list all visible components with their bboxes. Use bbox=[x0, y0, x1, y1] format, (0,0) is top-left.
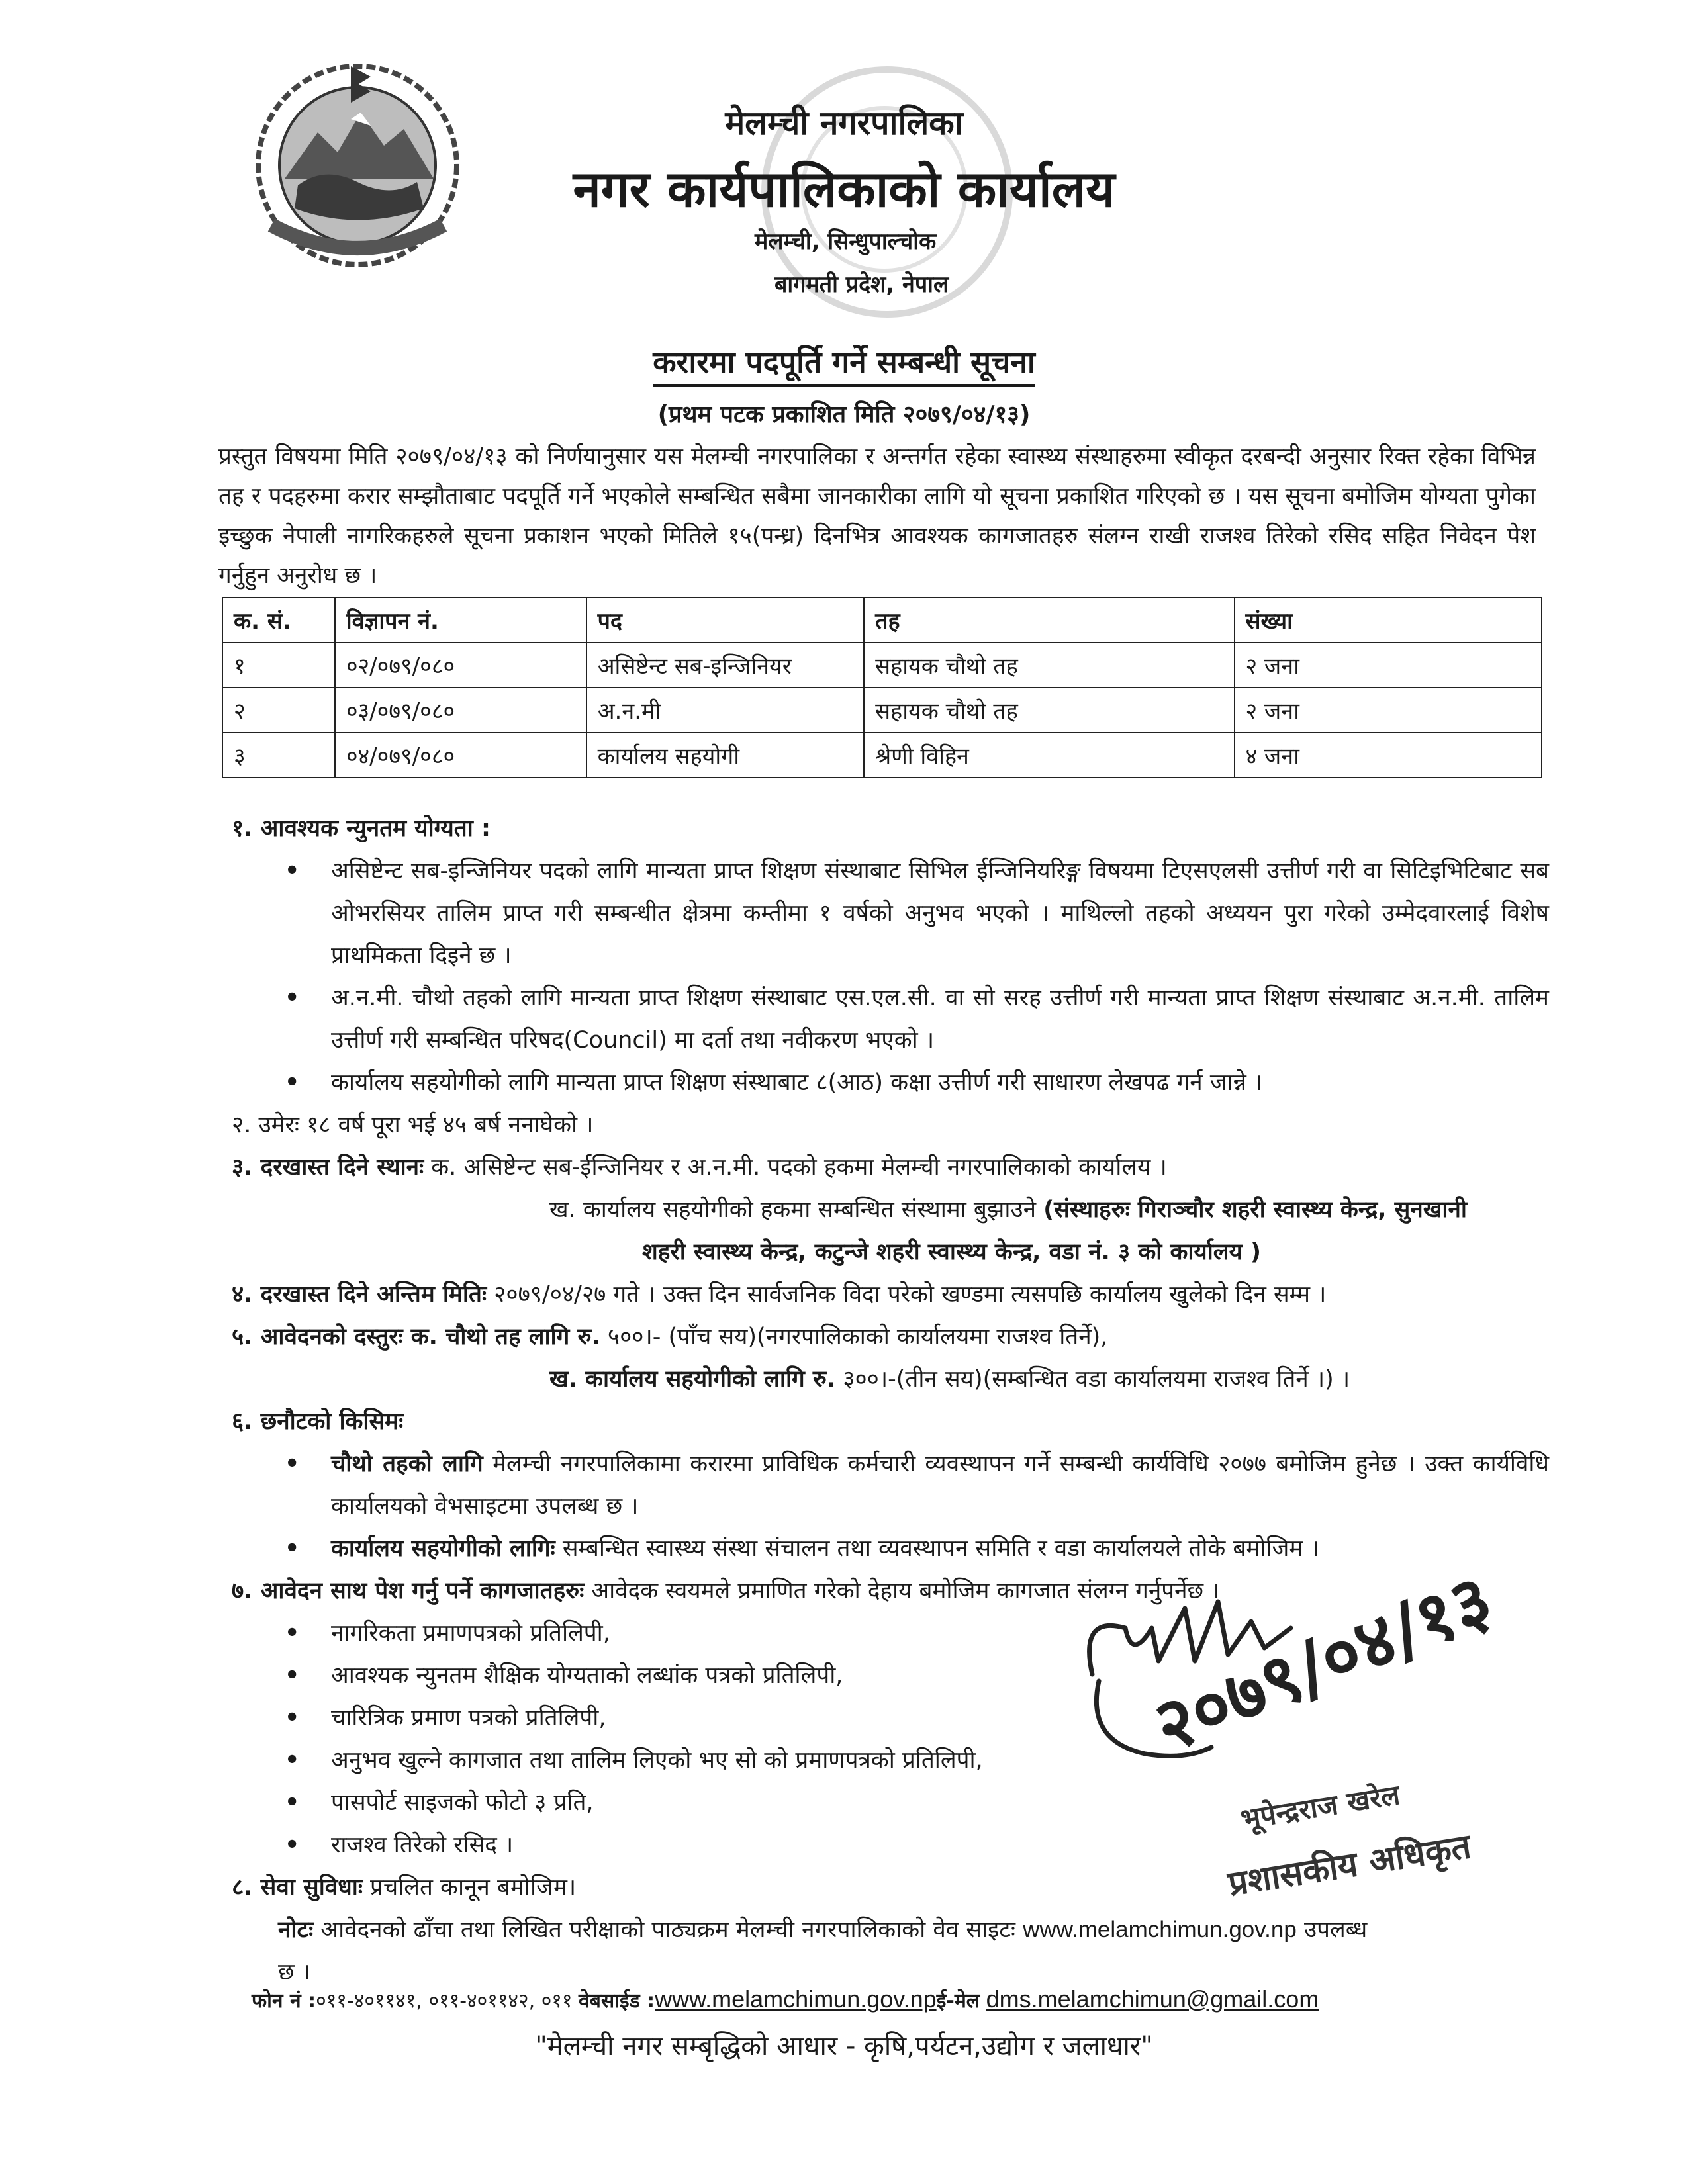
header-count: संख्या bbox=[1235, 598, 1542, 643]
section-4-heading: ४. दरखास्त दिने अन्तिम मितिः bbox=[232, 1281, 487, 1308]
cell-advert-no: ०३/०७९/०८० bbox=[335, 688, 586, 733]
phone-label: फोन नं : bbox=[252, 1989, 316, 2013]
list-item-label: कार्यालय सहयोगीको लागिः bbox=[331, 1535, 555, 1562]
list-item bbox=[232, 1062, 1549, 1104]
email-link[interactable]: dms.melamchimun@gmail.com bbox=[986, 1985, 1319, 2013]
list-item-text: राजश्व तिरेको रसिद । bbox=[331, 1832, 514, 1858]
bullet-icon: • bbox=[285, 1832, 300, 1858]
bullet-icon: • bbox=[285, 1747, 300, 1774]
municipality-name: मेलम्ची नगरपालिका bbox=[725, 104, 963, 142]
bullet-icon: • bbox=[285, 1069, 300, 1096]
section-2: २. उमेरः १८ वर्ष पूरा भई ४५ बर्ष ननाघेको । bbox=[232, 1112, 594, 1138]
cell-post: असिष्टेन्ट सब-इन्जिनियर bbox=[586, 643, 865, 688]
section-3-b-cont: शहरी स्वास्थ्य केन्द्र, कटुन्जे शहरी स्वास्थ्य केन्द्र, वडा नं. ३ को कार्यालय ) bbox=[642, 1239, 1262, 1265]
list-item-text: नागरिकता प्रमाणपत्रको प्रतिलिपी, bbox=[331, 1620, 610, 1647]
list-item-text: कार्यालय सहयोगीको लागि मान्यता प्राप्त शिक्षण संस्थाबाट ८(आठ) कक्षा उत्तीर्ण गरी साधारण लेखपढ गर्न जान्ने । bbox=[331, 1069, 1263, 1096]
intro-paragraph: प्रस्तुत विषयमा मिति २०७९/०४/१३ को निर्णयानुसार यस मेलम्ची नगरपालिका र अन्तर्गत रहेका स्वास्थ्य संस्थाहरुमा स्वीकृत दरबन्दी अनुसार रिक्त रहेका विभिन्न तह र पदहरुमा करार सम्झौताबाट पदपूर्ति गर्ने भएकोले सम्बन्धित सबैमा जानकारीका लागि यो सूचना प्रकाशित गरिएको छ । यस सूचना बमोजिम योग्यता पुगेका इच्छुक नेपाली नागरिकहरुले सूचना प्रकाशन भएको मितिले १५(पन्ध्र) दिनभित्र आवश्यक कागजातहरु संलग्न राखी राजश्व तिरेको रसिद सहित निवेदन पेश गर्नुहुन अनुरोध छ । bbox=[218, 443, 1536, 589]
section-4 bbox=[232, 1273, 1549, 1316]
note bbox=[232, 1909, 1456, 1951]
phone-numbers: ०११-४०११४१, ०११-४०११४२, ०११ bbox=[316, 1989, 573, 2013]
website-link[interactable]: www.melamchimun.gov.np bbox=[655, 1985, 937, 2013]
section-5-a: ५००।- (पाँच सय)(नगरपालिकाको कार्यालयमा राजश्व तिर्ने), bbox=[607, 1324, 1108, 1350]
header-serial: क. सं. bbox=[222, 598, 335, 643]
header-level: तह bbox=[864, 598, 1234, 643]
header-post: पद bbox=[586, 598, 865, 643]
note-heading: नोटः bbox=[278, 1917, 314, 1943]
bullet-icon: • bbox=[285, 1662, 300, 1689]
section-8-text: प्रचलित कानून बमोजिम। bbox=[370, 1874, 577, 1901]
list-item-text: असिष्टेन्ट सब-इन्जिनियर पदको लागि मान्यता प्राप्त शिक्षण संस्थाबाट सिभिल ईन्जिनियरिङ्ग विषयमा टिएसएलसी उत्तीर्ण गरी वा सिटिइभिटिबाट सब ओभरसियर तालिम प्राप्त गरी सम्बन्धीत क्षेत्रमा कम्तीमा १ वर्षको अनुभव भएको । माथिल्लो तहको अध्ययन पुरा गरेको उम्मेदवारलाई विशेष प्राथमिकता दिइने छ । bbox=[331, 858, 1549, 969]
cell-serial: २ bbox=[222, 688, 335, 733]
bullet-icon: • bbox=[285, 1705, 300, 1731]
section-3-a: क. असिष्टेन्ट सब-ईन्जिनियर र अ.न.मी. पदको हकमा मेलम्ची नगरपालिकाको कार्यालय । bbox=[431, 1154, 1167, 1181]
table-row bbox=[222, 688, 1542, 733]
section-3-heading: ३. दरखास्त दिने स्थानः bbox=[232, 1154, 424, 1181]
list-item-text: चारित्रिक प्रमाण पत्रको प्रतिलिपी, bbox=[331, 1705, 606, 1731]
section-5-b bbox=[232, 1358, 1549, 1400]
section-7-heading: ७. आवेदन साथ पेश गर्नु पर्ने कागजातहरुः bbox=[232, 1578, 585, 1604]
address-line-1: मेलम्ची, सिन्धुपाल्चोक bbox=[755, 228, 937, 255]
list-item-body: सम्बन्धित स्वास्थ्य संस्था संचालन तथा व्यवस्थापन समिति र वडा कार्यालयले तोके बमोजिम । bbox=[562, 1535, 1319, 1562]
section-4-text: २०७९/०४/२७ गते । उक्त दिन सार्वजनिक विदा परेको खण्डमा त्यसपछि कार्यालय खुलेको दिन सम्म । bbox=[494, 1281, 1327, 1308]
bullet-icon: • bbox=[285, 1535, 300, 1562]
list-item-text bbox=[331, 1527, 1549, 1570]
footer-contact bbox=[252, 1985, 1509, 2013]
cell-level: सहायक चौथो तह bbox=[864, 688, 1234, 733]
list-item-text: आवश्यक न्युनतम शैक्षिक योग्यताको लब्धांक पत्रको प्रतिलिपी, bbox=[331, 1662, 843, 1689]
cell-advert-no: ०२/०७९/०८० bbox=[335, 643, 586, 688]
cell-count: ४ जना bbox=[1235, 733, 1542, 778]
list-item-text: अनुभव खुल्ने कागजात तथा तालिम लिएको भए सो को प्रमाणपत्रको प्रतिलिपी, bbox=[331, 1747, 983, 1774]
list-item-body: मेलम्ची नगरपालिकामा करारमा प्राविधिक कर्मचारी व्यवस्थापन गर्ने सम्बन्धी कार्यविधि २०७७ बमोजिम हुनेछ । उक्त कार्यविधि कार्यालयको वेभसाइटमा उपलब्ध छ । bbox=[331, 1451, 1549, 1520]
cell-count: २ जना bbox=[1235, 643, 1542, 688]
section-8-heading: ८. सेवा सुविधाः bbox=[232, 1874, 363, 1901]
bullet-icon: • bbox=[285, 858, 300, 884]
signature-date: २०७९/०४/१३ bbox=[1142, 1556, 1505, 1769]
vacancy-table bbox=[222, 597, 1542, 778]
section-6-heading: ६. छनौटको किसिमः bbox=[232, 1408, 404, 1435]
bullet-icon: • bbox=[285, 985, 300, 1011]
email-label: ई-मेल bbox=[936, 1989, 980, 2013]
website-label: वेबसाईड : bbox=[579, 1989, 655, 2013]
section-5-b-heading: ख. कार्यालय सहयोगीको लागि रु. bbox=[549, 1366, 836, 1392]
cell-serial: ३ bbox=[222, 733, 335, 778]
cell-post: कार्यालय सहयोगी bbox=[586, 733, 865, 778]
section-7-text: आवेदक स्वयमले प्रमाणित गरेको देहाय बमोजिम कागजात संलग्न गर्नुपर्नेछ । bbox=[591, 1578, 1220, 1604]
note-text: आवेदनको ढाँचा तथा लिखित परीक्षाको पाठ्यक्रम मेलम्ची नगरपालिकाको वेव साइटः bbox=[320, 1917, 1015, 1943]
section-3-b bbox=[232, 1189, 1549, 1231]
signatory-name: भूपेन्द्रराज खरेल bbox=[1238, 1778, 1402, 1836]
section-5 bbox=[232, 1316, 1549, 1358]
notice-title-text: करारमा पदपूर्ति गर्ने सम्बन्धी सूचना bbox=[653, 344, 1035, 387]
list-item bbox=[232, 1443, 1549, 1527]
list-item-text: पासपोर्ट साइजको फोटो ३ प्रति, bbox=[331, 1790, 594, 1816]
note-end: छ । bbox=[278, 1959, 310, 1985]
bullet-icon: • bbox=[285, 1790, 300, 1816]
notice-subtitle: (प्रथम पटक प्रकाशित मिति २०७९/०४/१३) bbox=[657, 401, 1031, 428]
cell-advert-no: ०४/०७९/०८० bbox=[335, 733, 586, 778]
list-item bbox=[232, 1527, 1549, 1570]
footer-slogan: "मेलम्ची नगर सम्बृद्धिको आधार - कृषि,पर्यटन,उद्योग र जलाधार" bbox=[535, 2031, 1153, 2062]
bullet-icon: • bbox=[285, 1620, 300, 1647]
notice-title bbox=[0, 341, 1688, 382]
address-line-2: बागमती प्रदेश, नेपाल bbox=[774, 271, 949, 298]
section-5-heading: ५. आवेदनको दस्तुरः क. चौथो तह लागि रु. bbox=[232, 1324, 600, 1350]
section-1-heading: १. आवश्यक न्युनतम योग्यता : bbox=[232, 815, 491, 842]
list-item-label: चौथो तहको लागि bbox=[331, 1451, 483, 1477]
signatory-designation: प्रशासकीय अधिकृत bbox=[1225, 1827, 1474, 1905]
table-row bbox=[222, 643, 1542, 688]
list-item bbox=[232, 850, 1549, 977]
note-tail: उपलब्ध bbox=[1303, 1917, 1368, 1943]
list-item-text: अ.न.मी. चौथो तहको लागि मान्यता प्राप्त शिक्षण संस्थाबाट एस.एल.सी. वा सो सरह उत्तीर्ण गरी मान्यता प्राप्त शिक्षण संस्थाबाट अ.न.मी. तालिम उत्तीर्ण गरी सम्बन्धित परिषद(Council) मा दर्ता तथा नवीकरण भएको । bbox=[331, 985, 1549, 1054]
table-header-row bbox=[222, 598, 1542, 643]
note-url[interactable]: www.melamchimun.gov.np bbox=[1023, 1917, 1297, 1942]
section-3-b-institutions: (संस्थाहरुः गिराञ्चौर शहरी स्वास्थ्य केन्द्र, सुनखानी bbox=[1043, 1197, 1467, 1223]
list-item-text bbox=[331, 1443, 1549, 1527]
bullet-icon: • bbox=[285, 1451, 300, 1477]
section-3-b-text: ख. कार्यालय सहयोगीको हकमा सम्बन्धित संस्थामा बुझाउने bbox=[549, 1197, 1037, 1223]
table-row bbox=[222, 733, 1542, 778]
cell-post: अ.न.मी bbox=[586, 688, 865, 733]
list-item bbox=[232, 977, 1549, 1062]
cell-serial: १ bbox=[222, 643, 335, 688]
header-advert-no: विज्ञापन नं. bbox=[335, 598, 586, 643]
cell-count: २ जना bbox=[1235, 688, 1542, 733]
cell-level: सहायक चौथो तह bbox=[864, 643, 1234, 688]
office-name: नगर कार्यपालिकाको कार्यालय bbox=[573, 159, 1115, 218]
section-5-b-text: ३००।-(तीन सय)(सम्बन्धित वडा कार्यालयमा राजश्व तिर्ने ।) । bbox=[843, 1366, 1350, 1392]
cell-level: श्रेणी विहिन bbox=[864, 733, 1234, 778]
section-3 bbox=[232, 1146, 1549, 1189]
